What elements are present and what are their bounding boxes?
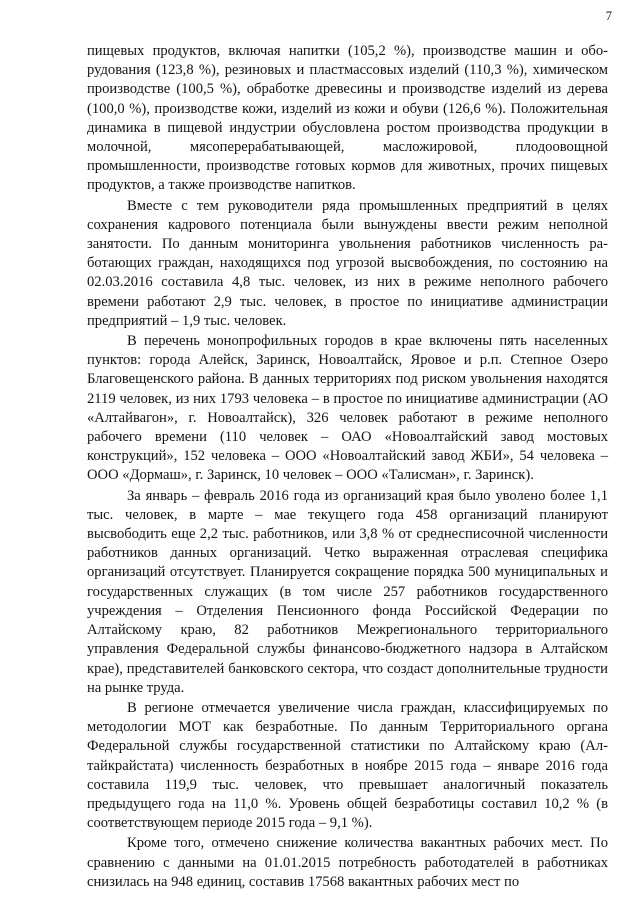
paragraph-layoffs: За январь – февраль 2016 года из организаций края было уволено более 1,1 тыс. человек, в марте – мае текущего года 458 организаций планируют высвободить еще 2,2 тыс. работников, или 3,8 % от среднесписочной численности работников данных организаций. Четко выраженная отраслевая специфика организаций отсутствует. Планируется сокращение порядка 500 муниципальных и государственных служащих (в том числе 257 работников государственного учреждения – Отделения Пенсионного фонда Российской Федерации по Алтайскому краю, 82 работников Межрегионального территориального управления Федеральной службы финансово-бюджетного надзора в Алтайском крае), представителей банковского сектора, что создаст дополнительные трудности на рынке труда. [87,487,608,696]
body-text [87,42,608,893]
paragraph-unemployment: В регионе отмечается увеличение числа граждан, классифицируемых по методологии МОТ как безработные. По данным Территориального органа Федеральной службы государственной статистики по Алтайскому краю (Алтайкрайстата) численность безработных в ноябре 2015 года – январе 2016 года составила 119,9 тыс. человек, что превышает аналогичный показатель предыдущего года на 11,0 %. Уровень общей безработицы составил 10,2 % (в соответствующем периоде 2015 года – 9,1 %). [87,699,608,832]
page-number: 7 [605,9,612,23]
paragraph-monotowns: В перечень монопрофильных городов в крае включены пять населенных пунктов: города Алейск, Заринск, Новоалтайск, Яровое и р.п. Степное Озеро Благовещенского района. В данных территориях под риском увольнения находятся 2119 человек, из них 1793 человека – в простое по инициативе администрации (АО «Алтайвагон», г. Новоалтайск), 326 человек работают в режиме неполного рабочего времени (110 человек – ОАО «Новоалтайский завод мостовых конструкций», 152 человека – ООО «Новоалтайский завод ЖБИ», 54 человека – ООО «Дормаш», г. Заринск, 10 человек – ООО «Талисман», г. Заринск). [87,333,608,484]
paragraph-part-time-employment: Вместе с тем руководители ряда промышленных предприятий в целях сохранения кадрового потенциала были вынуждены ввести режим неполной занятости. По данным мониторинга увольнения работников численность работающих граждан, находящихся под угрозой высвобождения, по состоянию на 02.03.2016 составила 4,8 тыс. человек, из них в режиме неполного рабочего времени работают 2,9 тыс. человек, в простое по инициативе администрации предприятий – 1,9 тыс. человек. [87,197,608,329]
paragraph-vacancies: Кроме того, отмечено снижение количества вакантных рабочих мест. По сравнению с данными на 01.01.2015 потребность работодателей в работниках снизилась на 948 единиц, составив 17568 вакантных рабочих мест по [87,835,608,890]
paragraph-industry-growth: пищевых продуктов, включая напитки (105,2 %), производстве машин и оборудования (123,8 %), резиновых и пластмассовых изделий (110,3 %), химическом производстве (100,5 %), обработке древесины и производстве изделий из дерева (100,0 %), производстве кожи, изделий из кожи и обуви (126,6 %). Положительная динамика в пищевой индустрии обусловлена ростом производства продукции в молочной, мясоперерабатывающей, масложировой, плодоовощной промышленности, производстве готовых кормов для животных, прочих пищевых продуктов, а также производстве напитков. [87,43,608,194]
